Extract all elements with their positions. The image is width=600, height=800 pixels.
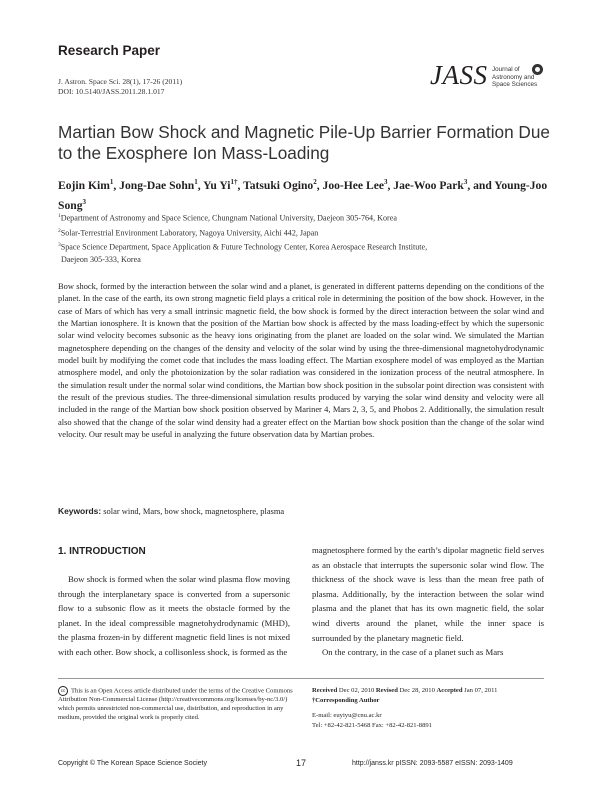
received-dates: Received Dec 02, 2010 Revised Dec 28, 2010 Accepted Jan 07, 2011 [312, 687, 498, 694]
logo-wordmark: JASS [430, 60, 488, 90]
abstract: Bow shock, formed by the interaction between the solar wind and a planet, is generated in different patterns depending on the conditions of the planet. In the case of the earth, its own strong magnetic field plays a critical role in determining the position of the bow shock. However, in the case of Mars of which has very a small intrinsic magnetic field, the bow shock is formed by the direct interaction between the solar wind and the Martian ionosphere. It is known that the position of the Martian bow shock is affected by the mass loading-effect by which the supersonic solar wind velocity becomes subsonic as the heavy ions originating from the planet are loaded on the solar wind. We simulated the Martian magnetosphere depending on the changes of the density and velocity of the solar wind by using the three-dimensional magnetohydrodynamic model built by modifying the comet code that includes the mass loading effect. The Martian exosphere model of was employed as the Martian atmosphere model, and only the photoionization by the solar radiation was considered in the ionization process of the neutral atmosphere. In the simulation result under the normal solar wind conditions, the Martian bow shock position in the subsolar point direction was consistent with the result of the previous studies. The three-dimensional simulation results produced by varying the solar wind density and velocity were all included in the range of the Martian bow shock position observed by Mariner 4, Mars 2, 3, 5, and Phobos 2. Additionally, the simulation result also showed that the change of the solar wind density had a greater effect on the Martian bow shock position than the change of the solar wind velocity. Our result may be useful in analyzing the future observation data by Martian probes. [58, 281, 544, 440]
author: Young-Joo Song$^3$ [58, 178, 548, 212]
affiliation-list [58, 210, 548, 266]
author-list [58, 174, 558, 214]
logo-subtitle: Journal of Astronomy and Space Sciences [492, 66, 538, 88]
paper-title: Martian Bow Shock and Magnetic Pile-Up Barrier Formation Due to the Exosphere Ion Mass-Loading [58, 122, 550, 163]
author: Tatsuki Ogino$^2$, [243, 178, 323, 192]
journal-citation: J. Astron. Space Sci. 28(1), 17-26 (2011) [58, 77, 183, 86]
paragraph: magnetosphere formed by the earth’s dipolar magnetic field serves as an obstacle that interrupts the supersonic solar wind flow. The thickness of the shock wave is less than the mean free path of plasma. Additionally, by the interaction between the solar wind plasma and the planet that has its own magnetic field, the solar wind diverts around the planet, while the inner space is surrounded by the planetary magnetic field. [312, 545, 544, 643]
body-column-left: Bow shock is formed when the solar wind plasma flow moving through the interplanetary space is converted from a supersonic flow to a subsonic flow as it meets the obstacle formed by the planet. In the ideal compressible magnetohydrodynamic (MHD), the plasma frozen-in by different magnetic field lines is not mixed with each other. Bow shock, a collisonless shock, is formed as the [58, 574, 290, 657]
body-column-right [312, 543, 544, 660]
paragraph: On the contrary, in the case of a planet such as Mars [322, 647, 504, 658]
affiliation: $^2$Solar-Terrestrial Environment Laboratory, Nagoya University, Aichi 442, Japan [58, 227, 319, 238]
copyright-line: Copyright © The Korean Space Science Society [58, 760, 207, 767]
affiliation: $^3$Space Science Department, Space Application & Future Technology Center, Korea Aerospace Research Institute, [58, 242, 428, 253]
license-note: cc This is an Open Access article distributed under the terms of the Creative Commons Attribution Non-Commercial License (http://creativecommons.org/licenses/by-nc/3.0/) which permits unrestricted non-commercial use, distribution, and reproduction in any medium, provided the original work is properly cited. [58, 687, 293, 721]
affiliation: Daejeon 305-333, Korea [61, 255, 141, 265]
author: Jae-Woo Park$^3$, and [393, 178, 495, 192]
page-number: 17 [296, 758, 307, 768]
doi-line: DOI: 10.5140/JASS.2011.28.1.017 [58, 87, 165, 96]
phone-line: Tel: +82-42-821-5468 Fax: +82-42-821-8891 [312, 722, 432, 729]
footnote-divider [58, 678, 544, 679]
corresponding-author-heading: †Corresponding Author [312, 697, 380, 704]
creative-commons-icon: cc [58, 686, 68, 696]
footer-issn: http://janss.kr pISSN: 2093-5587 eISSN: 2093-1409 [352, 760, 513, 767]
journal-logo [430, 60, 550, 100]
keywords-label: Keywords: [58, 506, 102, 516]
affiliation: $^1$Department of Astronomy and Space Science, Chungnam National University, Daejeon 305-764, Korea [58, 213, 397, 223]
author: Jong-Dae Sohn$^1$, [119, 178, 204, 192]
section-heading: 1. INTRODUCTION [58, 546, 146, 557]
keywords [58, 506, 544, 516]
keywords-text: solar wind, Mars, bow shock, magnetosphere, plasma [101, 506, 285, 516]
paper-type-label: Research Paper [58, 43, 161, 58]
author: Eojin Kim$^1$, [58, 178, 120, 192]
author: Yu $Yi^{1\dagger}$, [203, 178, 244, 192]
planet-icon [532, 64, 543, 75]
email-line: E-mail: euyiyu@cnu.ac.kr [312, 712, 382, 719]
author: Joo-Hee Lee$^3$, [322, 178, 394, 192]
